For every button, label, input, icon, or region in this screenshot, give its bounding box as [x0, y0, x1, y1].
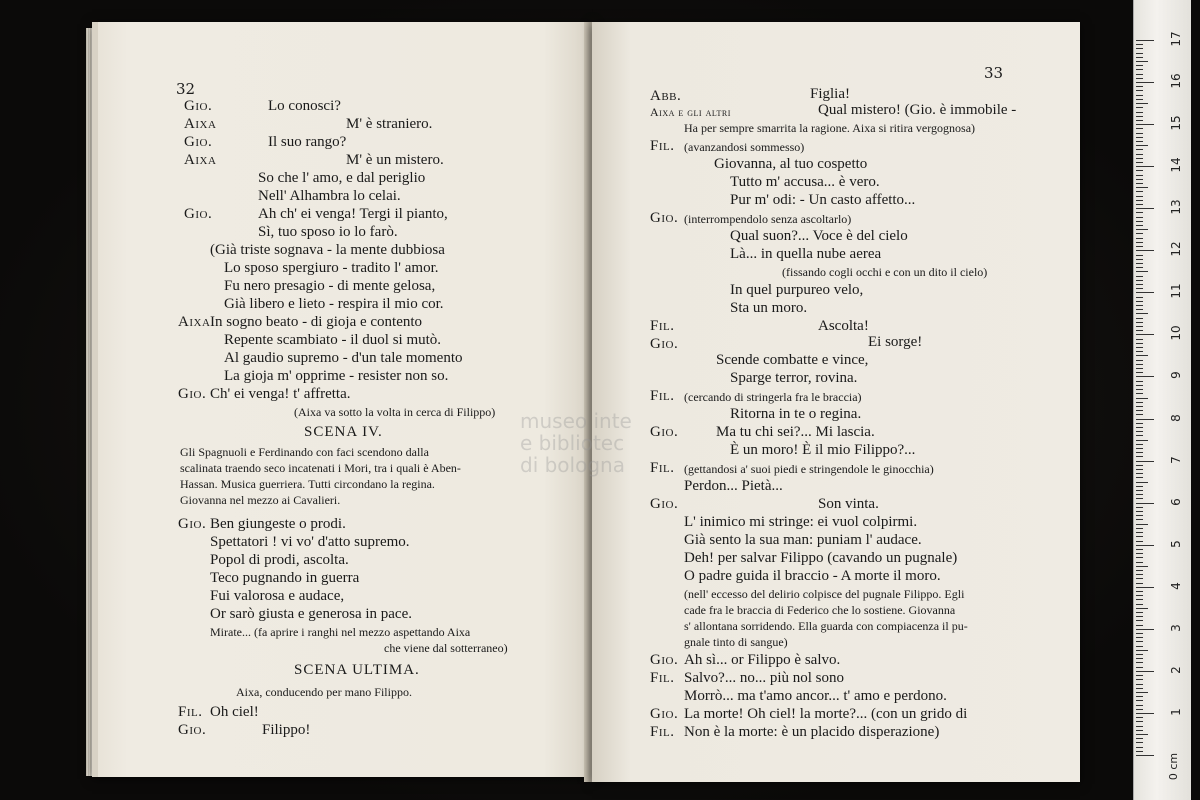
ruler-number: 11 [1169, 283, 1183, 299]
ruler-tick [1136, 200, 1143, 201]
ruler-number: 14 [1169, 157, 1183, 173]
verse-line: Figlia! [810, 86, 850, 102]
speaker: Fil. [650, 318, 675, 334]
ruler-number: 1 [1169, 708, 1183, 716]
ruler-tick [1136, 498, 1143, 499]
speaker: Fil. [650, 724, 675, 740]
verse-line: Oh ciel! [210, 704, 259, 720]
ruler-tick [1136, 650, 1148, 651]
ruler-tick [1136, 431, 1143, 432]
ruler-tick [1136, 583, 1143, 584]
stage-direction: Aixa, conducendo per mano Filippo. [236, 685, 412, 699]
ruler-tick [1136, 726, 1143, 727]
ruler-tick [1136, 301, 1143, 302]
stage-direction: s' allontana sorridendo. Ella guarda con compiacenza il pu- [684, 619, 968, 633]
ruler-tick [1136, 671, 1154, 672]
ruler-tick [1136, 376, 1154, 377]
ruler-tick [1136, 162, 1143, 163]
verse-line: M' è straniero. [346, 116, 433, 132]
ruler-tick [1136, 675, 1143, 676]
ruler-tick [1136, 309, 1143, 310]
speaker: Gio. [184, 98, 213, 114]
stage-direction: Ha per sempre smarrita la ragione. Aixa si ritira vergognosa) [684, 121, 976, 135]
ruler-tick [1136, 688, 1143, 689]
verse-line: Spettatori ! vi vo' d'atto supremo. [210, 534, 410, 550]
verse-line: Qual suon?... Voce è del cielo [730, 228, 908, 244]
ruler-tick [1136, 183, 1143, 184]
ruler-tick [1136, 53, 1143, 54]
ruler-tick [1136, 355, 1148, 356]
stage-direction: (cercando di stringerla fra le braccia) [684, 390, 862, 404]
ruler-number: 2 [1169, 666, 1183, 674]
speaker: Gio. [650, 706, 679, 722]
ruler-unit: 0 cm [1167, 752, 1181, 781]
ruler-tick [1136, 330, 1143, 331]
verse-line: L' inimico mi stringe: ei vuol colpirmi. [684, 514, 918, 530]
ruler-tick [1136, 473, 1143, 474]
ruler-tick [1136, 528, 1143, 529]
ruler-tick [1136, 469, 1143, 470]
ruler-tick [1136, 574, 1143, 575]
ruler-tick [1136, 124, 1154, 125]
ruler-tick [1136, 385, 1143, 386]
ruler-tick [1136, 440, 1148, 441]
ruler-tick [1136, 78, 1143, 79]
ruler-tick [1136, 360, 1143, 361]
ruler-tick [1136, 74, 1143, 75]
ruler-tick [1136, 747, 1143, 748]
watermark-line: e bibliotec [520, 431, 625, 455]
ruler-tick [1136, 44, 1143, 45]
ruler-tick [1136, 95, 1143, 96]
verse-line: Là... in quella nube aerea [730, 246, 882, 262]
ruler-tick [1136, 641, 1143, 642]
ruler-tick [1136, 755, 1154, 756]
speaker: Fil. [650, 670, 675, 686]
speaker: Fil. [178, 704, 203, 720]
ruler-tick [1136, 419, 1154, 420]
stage-direction: scalinata traendo seco incatenati i Mori, tra i quali è Aben- [180, 461, 461, 475]
ruler-tick [1136, 276, 1143, 277]
verse-line: Ah ch' ei venga! Tergi il pianto, [258, 206, 448, 222]
ruler-tick [1136, 326, 1143, 327]
stage-direction: (fissando cogli occhi e con un dito il cielo) [782, 265, 988, 279]
ruler-tick [1136, 541, 1143, 542]
ruler-number: 8 [1169, 413, 1183, 422]
verse-line: Ben giungeste o prodi. [210, 516, 346, 532]
ruler-number: 10 [1169, 325, 1183, 342]
ruler-tick [1136, 536, 1143, 537]
ruler-number: 17 [1169, 31, 1183, 47]
stage-direction: Hassan. Musica guerriera. Tutti circondano la regina. [180, 477, 435, 491]
verse-line: Lo sposo spergiuro - tradito l' amor. [224, 260, 439, 276]
speaker: Gio. [184, 134, 213, 150]
verse-line: Il suo rango? [268, 134, 347, 150]
ruler-tick [1136, 608, 1148, 609]
ruler-tick [1136, 507, 1143, 508]
verse-line: Ascolta! [818, 318, 869, 334]
ruler-tick [1136, 389, 1143, 390]
ruler-tick [1136, 288, 1143, 289]
ruler-tick [1136, 267, 1143, 268]
page-number-left: 32 [176, 80, 196, 98]
ruler-tick [1136, 633, 1143, 634]
speaker: Gio. [650, 336, 679, 352]
ruler-tick [1136, 654, 1143, 655]
ruler-tick [1136, 713, 1154, 714]
ruler-tick [1136, 717, 1143, 718]
ruler-tick [1136, 158, 1143, 159]
stage-direction: gnale tinto di sangue) [684, 635, 788, 649]
verse-line: Sì, tuo sposo io lo farò. [258, 224, 398, 240]
ruler-tick [1136, 684, 1143, 685]
verse-line: La morte! Oh ciel! la morte?... (con un grido di [684, 706, 968, 722]
museum-watermark [520, 410, 700, 500]
stage-direction: (Aixa va sotto la volta in cerca di Filippo) [294, 405, 496, 419]
speaker: Aixa e gli altri [650, 105, 731, 119]
page-number-right: 33 [984, 64, 1004, 82]
ruler-tick [1136, 242, 1143, 243]
ruler-tick [1136, 578, 1143, 579]
ruler-tick [1136, 503, 1154, 504]
verse-line: Tutto m' accusa... è vero. [730, 174, 880, 190]
ruler-tick [1136, 191, 1143, 192]
ruler-tick [1136, 217, 1143, 218]
ruler-tick [1136, 667, 1143, 668]
speaker: Aixa [178, 314, 211, 330]
ruler-tick [1136, 448, 1143, 449]
verse-line: Al gaudio supremo - d'un tale momento [224, 350, 463, 366]
ruler-tick [1136, 107, 1143, 108]
ruler-tick [1136, 322, 1143, 323]
ruler-tick [1136, 305, 1143, 306]
ruler-tick [1136, 225, 1143, 226]
ruler-tick [1136, 368, 1143, 369]
ruler-tick [1136, 692, 1148, 693]
verse-line: O padre guida il braccio - A morte il moro. [684, 568, 941, 584]
ruler-tick [1136, 372, 1143, 373]
speaker: Gio. [184, 206, 213, 222]
ruler-tick [1136, 730, 1143, 731]
stage-direction: (gettandosi a' suoi piedi e stringendole le ginocchia) [684, 462, 934, 476]
ruler-tick [1136, 57, 1143, 58]
ruler-tick [1136, 616, 1143, 617]
verse-line: Lo conosci? [268, 98, 341, 114]
right-page [592, 22, 1080, 782]
verse-line: Son vinta. [818, 496, 879, 512]
ruler-tick [1136, 263, 1143, 264]
ruler-number: 4 [1169, 581, 1183, 590]
ruler-tick [1136, 511, 1143, 512]
ruler-tick [1136, 175, 1143, 176]
ruler-tick [1136, 545, 1154, 546]
stage-direction: cade fra le braccia di Federico che lo sostiene. Giovanna [684, 603, 956, 617]
ruler-tick [1136, 196, 1143, 197]
verse-line: Ei sorge! [868, 334, 923, 350]
verse-line: Già libero e lieto - respira il mio cor. [224, 296, 444, 312]
stage-direction: Gli Spagnuoli e Ferdinando con faci scendono dalla [180, 445, 429, 459]
ruler-tick [1136, 410, 1143, 411]
verse-line: Non è la morte: è un placido disperazione) [684, 724, 940, 740]
verse-line: (Già triste sognava - la mente dubbiosa [210, 242, 445, 258]
ruler-number: 12 [1169, 241, 1183, 257]
watermark-line: di bologna [520, 453, 625, 477]
ruler-tick [1136, 212, 1143, 213]
ruler-tick [1136, 250, 1154, 251]
speaker: Fil. [650, 138, 675, 154]
speaker: Aixa [184, 152, 217, 168]
verse-line: Giovanna, al tuo cospetto [714, 156, 868, 172]
ruler-tick [1136, 221, 1143, 222]
stage-direction: (avanzandosi sommesso) [684, 140, 805, 154]
ruler-tick [1136, 40, 1154, 41]
ruler-tick [1136, 486, 1143, 487]
ruler-tick [1136, 255, 1143, 256]
ruler-tick [1136, 444, 1143, 445]
ruler-tick [1136, 562, 1143, 563]
ruler-tick [1136, 61, 1148, 62]
ruler-tick [1136, 751, 1143, 752]
ruler-number: 13 [1169, 199, 1183, 215]
ruler-tick [1136, 284, 1143, 285]
speaker: Gio. [178, 386, 207, 402]
verse-line: Morrò... ma t'amo ancor... t' amo e perdono. [684, 688, 947, 704]
ruler-tick [1136, 141, 1143, 142]
ruler-tick [1136, 604, 1143, 605]
verse-line: Fui valorosa e audace, [210, 588, 345, 604]
ruler-tick [1136, 423, 1143, 424]
ruler-tick [1136, 229, 1148, 230]
verse-line: M' è un mistero. [346, 152, 444, 168]
verse-line: So che l' amo, e dal periglio [258, 170, 426, 186]
ruler-tick [1136, 494, 1143, 495]
ruler-tick [1136, 238, 1143, 239]
ruler-tick [1136, 709, 1143, 710]
ruler-tick [1136, 461, 1154, 462]
ruler-tick [1136, 280, 1143, 281]
stage-direction: (nell' eccesso del delirio colpisce del pugnale Filippo. Egli [684, 587, 965, 601]
ruler-tick [1136, 629, 1154, 630]
ruler-tick [1136, 297, 1143, 298]
ruler-tick [1136, 679, 1143, 680]
ruler-tick [1136, 381, 1143, 382]
verse-line: Ma tu chi sei?... Mi lascia. [716, 424, 875, 440]
stage-direction: (interrompendolo senza ascoltarlo) [684, 212, 852, 226]
speaker: Gio. [178, 516, 207, 532]
speaker: Gio. [178, 722, 207, 738]
ruler-tick [1136, 318, 1143, 319]
ruler-tick [1136, 524, 1148, 525]
speaker: Fil. [650, 388, 675, 404]
ruler-tick [1136, 658, 1143, 659]
ruler-number: 5 [1169, 539, 1183, 548]
watermark-line: museo inte [520, 409, 632, 433]
ruler-tick [1136, 86, 1143, 87]
ruler-tick [1136, 646, 1143, 647]
ruler-tick [1136, 259, 1143, 260]
ruler-number: 15 [1169, 115, 1183, 131]
verse-line: Perdon... Pietà... [684, 478, 783, 494]
ruler-number: 7 [1169, 455, 1183, 464]
ruler-tick [1136, 490, 1143, 491]
ruler-tick [1136, 620, 1143, 621]
ruler-tick [1136, 427, 1143, 428]
speaker: Abb. [650, 88, 682, 104]
ruler-tick [1136, 612, 1143, 613]
left-page [92, 22, 593, 777]
ruler-tick [1136, 477, 1143, 478]
ruler-tick [1136, 343, 1143, 344]
ruler-tick [1136, 553, 1143, 554]
ruler-tick [1136, 103, 1148, 104]
ruler-tick [1136, 154, 1143, 155]
verse-line: Scende combatte e vince, [716, 352, 869, 368]
verse-line: Pur m' odi: - Un casto affetto... [730, 192, 916, 208]
ruler-tick [1136, 364, 1143, 365]
verse-line: Sparge terror, rovina. [730, 370, 858, 386]
ruler-tick [1136, 48, 1143, 49]
verse-line: La gioja m' opprime - resister non so. [224, 368, 449, 384]
stage-direction: Mirate... (fa aprire i ranghi nel mezzo aspettando Aixa [210, 625, 471, 639]
speaker: Gio. [650, 496, 679, 512]
speaker: Aixa [184, 116, 217, 132]
ruler-tick [1136, 519, 1143, 520]
ruler-tick [1136, 587, 1154, 588]
verse-line: Or sarò giusta e generosa in pace. [210, 606, 413, 622]
ruler-tick [1136, 402, 1143, 403]
ruler-tick [1136, 233, 1143, 234]
ruler-tick [1136, 465, 1143, 466]
ruler-tick [1136, 313, 1148, 314]
ruler-tick [1136, 570, 1143, 571]
scene-heading: SCENA ULTIMA. [294, 662, 420, 678]
ruler-tick [1136, 515, 1143, 516]
ruler-tick [1136, 705, 1143, 706]
ruler-tick [1136, 204, 1143, 205]
verse-line: Fu nero presagio - di mente gelosa, [224, 278, 436, 294]
ruler-tick [1136, 116, 1143, 117]
speaker: Fil. [650, 460, 675, 476]
verse-line: Salvo?... no... più nol sono [684, 670, 844, 686]
ruler-tick [1136, 549, 1143, 550]
verse-line: Sta un moro. [730, 300, 808, 316]
verse-line: Teco pugnando in guerra [210, 570, 360, 586]
ruler-tick [1136, 208, 1154, 209]
ruler-tick [1136, 414, 1143, 415]
ruler-tick [1136, 591, 1143, 592]
ruler-number: 6 [1169, 497, 1183, 506]
stage-direction: Giovanna nel mezzo ai Cavalieri. [180, 493, 341, 507]
ruler-tick [1136, 738, 1143, 739]
ruler-tick [1136, 696, 1143, 697]
verse-line: Nell' Alhambra lo celai. [258, 188, 401, 204]
ruler-tick [1136, 566, 1148, 567]
ruler-tick [1136, 452, 1143, 453]
ruler-tick [1136, 599, 1143, 600]
ruler-tick [1136, 662, 1143, 663]
ruler-number: 3 [1169, 624, 1183, 632]
verse-line: Già sento la sua man: puniam l' audace. [684, 532, 922, 548]
ruler-tick [1136, 595, 1143, 596]
verse-line: Ritorna in te o regina. [730, 406, 862, 422]
ruler-tick [1136, 347, 1143, 348]
ruler-tick [1136, 112, 1143, 113]
verse-line: Qual mistero! (Gio. è immobile - [818, 102, 1017, 118]
ruler-tick [1136, 637, 1143, 638]
ruler-tick [1136, 339, 1143, 340]
ruler-tick [1136, 69, 1143, 70]
ruler-tick [1136, 187, 1148, 188]
ruler-tick [1136, 456, 1143, 457]
verse-line: Repente scambiato - il duol si mutò. [224, 332, 442, 348]
ruler-tick [1136, 65, 1143, 66]
ruler-tick [1136, 532, 1143, 533]
ruler-tick [1136, 721, 1143, 722]
ruler-tick [1136, 393, 1143, 394]
verse-line: In quel purpureo velo, [730, 282, 864, 298]
ruler-tick [1136, 99, 1143, 100]
ruler-tick [1136, 398, 1148, 399]
ruler-tick [1136, 557, 1143, 558]
ruler-tick [1136, 334, 1154, 335]
ruler-tick [1136, 170, 1143, 171]
ruler-tick [1136, 137, 1143, 138]
verse-line: Ch' ei venga! t' affretta. [210, 386, 351, 402]
ruler-number: 9 [1169, 371, 1183, 380]
ruler-tick [1136, 406, 1143, 407]
speaker: Gio. [650, 424, 679, 440]
verse-line: In sogno beato - di gioja e contento [210, 314, 423, 330]
speaker: Gio. [650, 652, 679, 668]
ruler-tick [1136, 128, 1143, 129]
ruler-tick [1136, 82, 1154, 83]
ruler-tick [1136, 271, 1148, 272]
speaker: Gio. [650, 210, 679, 226]
ruler-number: 16 [1169, 73, 1183, 89]
ruler-tick [1136, 625, 1143, 626]
verse-line: Filippo! [262, 722, 311, 738]
ruler-tick [1136, 166, 1154, 167]
verse-line: Ah sì... or Filippo è salvo. [684, 652, 841, 668]
ruler-tick [1136, 133, 1143, 134]
ruler-tick [1136, 482, 1148, 483]
ruler-tick [1136, 435, 1143, 436]
verse-line: Popol di prodi, ascolta. [210, 552, 349, 568]
scene-heading: SCENA IV. [304, 424, 383, 440]
ruler-tick [1136, 351, 1143, 352]
stage-direction: che viene dal sotterraneo) [384, 641, 508, 655]
ruler-tick [1136, 90, 1143, 91]
ruler-tick [1136, 246, 1143, 247]
ruler-tick [1136, 179, 1143, 180]
ruler-tick [1136, 700, 1143, 701]
ruler-tick [1136, 292, 1154, 293]
ruler-tick [1136, 149, 1143, 150]
ruler-tick [1136, 734, 1148, 735]
verse-line: Deh! per salvar Filippo (cavando un pugnale) [684, 550, 958, 566]
ruler-tick [1136, 145, 1148, 146]
ruler-tick [1136, 120, 1143, 121]
verse-line: È un moro! È il mio Filippo?... [730, 442, 916, 458]
ruler-tick [1136, 742, 1143, 743]
